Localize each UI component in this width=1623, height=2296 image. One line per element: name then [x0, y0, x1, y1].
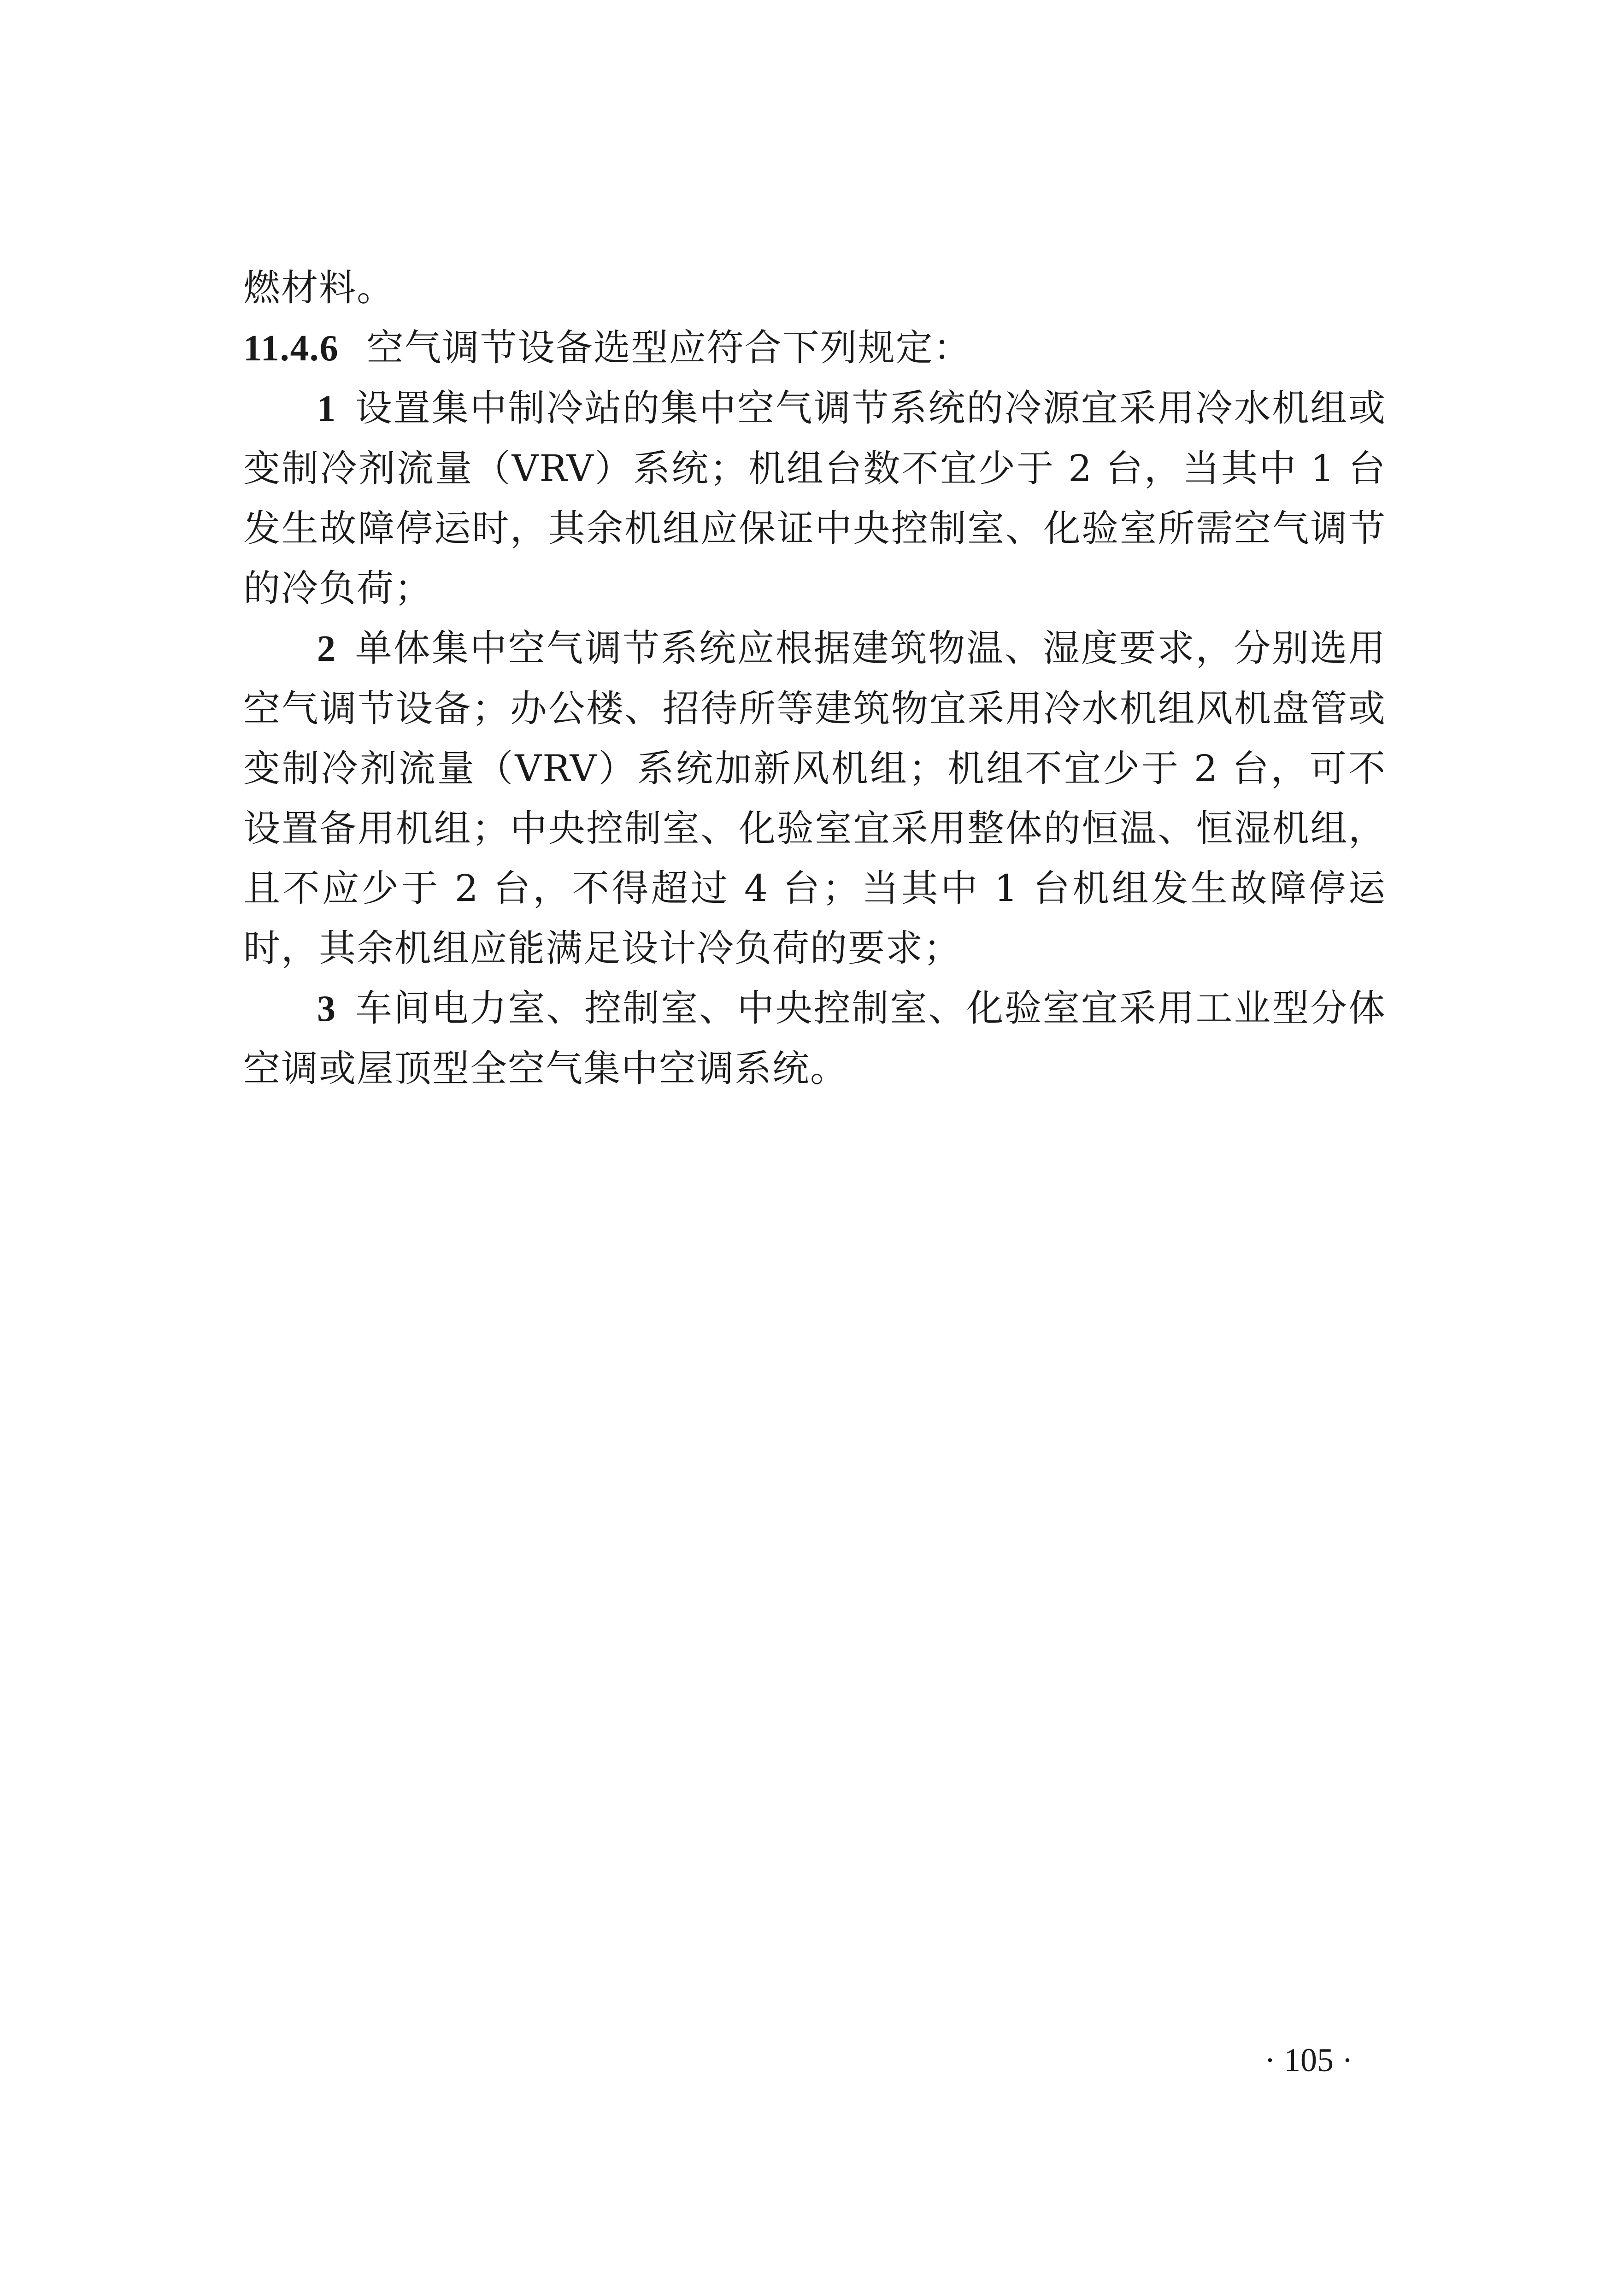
- item-text: 单体集中空气调节系统应根据建筑物温、湿度要求，分别选用空气调节设备；办公楼、招待所等建筑物宜采用冷水机组风机盘管或变制冷剂流量（VRV）系统加新风机组；机组不宜少于 2 台，可不设置备用机组；中央控制室、化验室宜采用整体的恒温、恒湿机组，且不应少于 2 台，不得超过 4 台；当其中 1 台机组发生故障停运时，其余机组应能满足设计冷负荷的要求；: [243, 627, 1386, 970]
- clause-title: 空气调节设备选型应符合下列规定：: [366, 326, 971, 369]
- list-item: [243, 978, 1386, 1099]
- item-text: 设置集中制冷站的集中空气调节系统的冷源宜采用冷水机组或变制冷剂流量（VRV）系统；机组台数不宜少于 2 台，当其中 1 台发生故障停运时，其余机组应保证中央控制室、化验室所需空气调节的冷负荷；: [243, 387, 1386, 610]
- item-number: 1: [317, 389, 336, 429]
- list-item: [243, 618, 1386, 978]
- item-number: 3: [317, 989, 336, 1029]
- clause-number: 11.4.6: [243, 328, 339, 369]
- clause-heading: [243, 318, 1386, 378]
- page-number: · 105 ·: [1264, 2042, 1353, 2078]
- list-item: [243, 378, 1386, 618]
- body-text: [243, 258, 1386, 1099]
- item-number: 2: [317, 629, 336, 669]
- item-text: 车间电力室、控制室、中央控制室、化验室宜采用工业型分体空调或屋顶型全空气集中空调系统。: [243, 987, 1386, 1090]
- continuation-paragraph: 燃材料。: [243, 266, 394, 309]
